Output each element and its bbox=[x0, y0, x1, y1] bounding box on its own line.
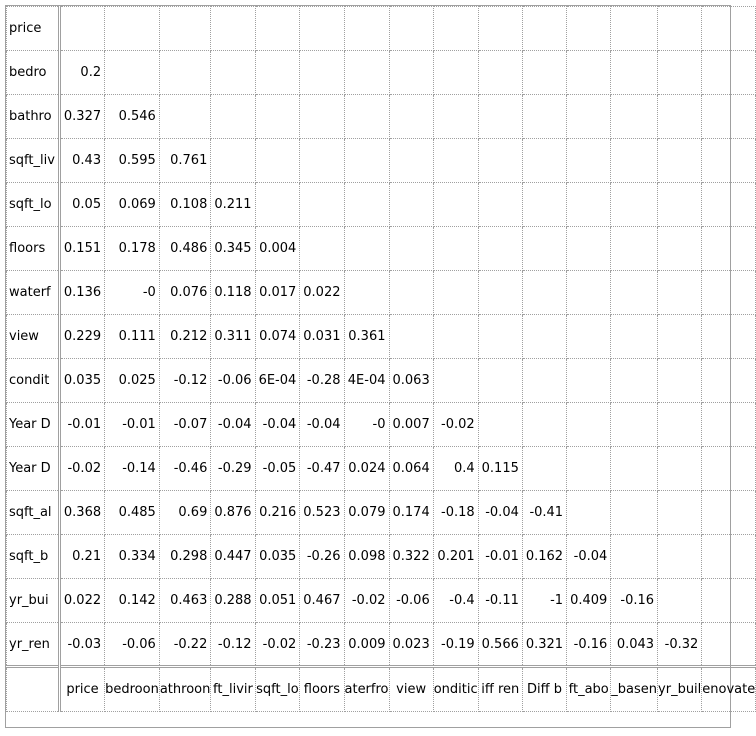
matrix-cell[interactable]: 0.216 bbox=[255, 491, 300, 535]
matrix-cell[interactable] bbox=[702, 51, 756, 95]
matrix-cell[interactable]: -0.12 bbox=[211, 623, 255, 667]
row-label[interactable]: sqft_al bbox=[7, 491, 60, 535]
matrix-cell[interactable]: -0.03 bbox=[59, 623, 104, 667]
matrix-cell[interactable]: 0.463 bbox=[159, 579, 211, 623]
matrix-cell[interactable]: 0.115 bbox=[478, 447, 522, 491]
matrix-cell[interactable] bbox=[159, 7, 211, 51]
matrix-cell[interactable] bbox=[567, 227, 611, 271]
matrix-cell[interactable] bbox=[478, 359, 522, 403]
matrix-cell[interactable]: -0.06 bbox=[389, 579, 433, 623]
matrix-cell[interactable]: -0.11 bbox=[478, 579, 522, 623]
matrix-cell[interactable] bbox=[344, 227, 389, 271]
matrix-cell[interactable]: 0.136 bbox=[59, 271, 104, 315]
matrix-cell[interactable]: 0.321 bbox=[522, 623, 566, 667]
table-row bbox=[7, 227, 756, 271]
matrix-cell[interactable] bbox=[300, 51, 344, 95]
matrix-cell[interactable] bbox=[611, 95, 658, 139]
matrix-cell[interactable] bbox=[567, 271, 611, 315]
matrix-cell[interactable] bbox=[658, 579, 702, 623]
corner-cell bbox=[7, 667, 60, 712]
matrix-cell[interactable]: 0.566 bbox=[478, 623, 522, 667]
matrix-cell[interactable]: 0.025 bbox=[105, 359, 160, 403]
column-label[interactable]: onditic bbox=[433, 667, 478, 712]
matrix-cell[interactable]: 0.311 bbox=[211, 315, 255, 359]
matrix-cell[interactable]: -0.02 bbox=[344, 579, 389, 623]
matrix-cell[interactable]: 0.322 bbox=[389, 535, 433, 579]
table-row bbox=[7, 51, 756, 95]
matrix-cell[interactable] bbox=[522, 95, 566, 139]
matrix-cell[interactable] bbox=[702, 623, 756, 667]
matrix-cell[interactable] bbox=[255, 7, 300, 51]
column-label[interactable]: price bbox=[59, 667, 104, 712]
row-label[interactable]: Year D bbox=[7, 403, 60, 447]
matrix-cell[interactable] bbox=[433, 51, 478, 95]
matrix-cell[interactable]: 0.063 bbox=[389, 359, 433, 403]
column-label[interactable]: Diff b bbox=[522, 667, 566, 712]
matrix-cell[interactable] bbox=[702, 491, 756, 535]
matrix-cell[interactable]: 0.229 bbox=[59, 315, 104, 359]
matrix-cell[interactable] bbox=[567, 7, 611, 51]
matrix-cell[interactable] bbox=[658, 271, 702, 315]
column-label[interactable]: bedroon bbox=[105, 667, 160, 712]
table-row bbox=[7, 359, 756, 403]
matrix-cell[interactable]: 0.2 bbox=[59, 51, 104, 95]
row-label[interactable]: Year D bbox=[7, 447, 60, 491]
matrix-cell[interactable] bbox=[433, 183, 478, 227]
matrix-cell[interactable] bbox=[389, 315, 433, 359]
matrix-cell[interactable] bbox=[658, 7, 702, 51]
row-label[interactable]: sqft_lo bbox=[7, 183, 60, 227]
matrix-cell[interactable] bbox=[300, 227, 344, 271]
matrix-cell[interactable]: -0.04 bbox=[255, 403, 300, 447]
matrix-cell[interactable]: -0.01 bbox=[478, 535, 522, 579]
matrix-cell[interactable] bbox=[300, 95, 344, 139]
matrix-cell[interactable]: 0.523 bbox=[300, 491, 344, 535]
matrix-cell[interactable] bbox=[611, 7, 658, 51]
matrix-cell[interactable]: 0.118 bbox=[211, 271, 255, 315]
matrix-cell[interactable]: -0.46 bbox=[159, 447, 211, 491]
matrix-cell[interactable]: 0.023 bbox=[389, 623, 433, 667]
matrix-cell[interactable] bbox=[478, 227, 522, 271]
matrix-cell[interactable] bbox=[389, 95, 433, 139]
matrix-cell[interactable]: 0.142 bbox=[105, 579, 160, 623]
matrix-cell[interactable]: -0.04 bbox=[567, 535, 611, 579]
matrix-cell[interactable] bbox=[211, 51, 255, 95]
matrix-cell[interactable] bbox=[702, 403, 756, 447]
matrix-cell[interactable]: -1 bbox=[522, 579, 566, 623]
matrix-cell[interactable]: -0.04 bbox=[300, 403, 344, 447]
column-label[interactable]: iff ren bbox=[478, 667, 522, 712]
matrix-cell[interactable]: 6E-04 bbox=[255, 359, 300, 403]
matrix-cell[interactable]: 0.201 bbox=[433, 535, 478, 579]
matrix-cell[interactable] bbox=[658, 183, 702, 227]
matrix-cell[interactable] bbox=[433, 271, 478, 315]
matrix-cell[interactable] bbox=[658, 359, 702, 403]
matrix-cell[interactable]: 0.035 bbox=[59, 359, 104, 403]
matrix-cell[interactable] bbox=[702, 315, 756, 359]
matrix-cell[interactable] bbox=[522, 271, 566, 315]
matrix-cell[interactable] bbox=[522, 447, 566, 491]
table-row bbox=[7, 183, 756, 227]
matrix-cell[interactable] bbox=[478, 271, 522, 315]
matrix-cell[interactable]: 0.043 bbox=[611, 623, 658, 667]
matrix-cell[interactable]: 0.079 bbox=[344, 491, 389, 535]
matrix-cell[interactable] bbox=[611, 315, 658, 359]
row-label[interactable]: price bbox=[7, 7, 60, 51]
matrix-cell[interactable]: 0.162 bbox=[522, 535, 566, 579]
table-row bbox=[7, 139, 756, 183]
column-label[interactable]: _basen bbox=[611, 667, 658, 712]
matrix-cell[interactable]: -0.06 bbox=[211, 359, 255, 403]
matrix-cell[interactable] bbox=[478, 403, 522, 447]
matrix-cell[interactable] bbox=[658, 535, 702, 579]
matrix-cell[interactable] bbox=[611, 183, 658, 227]
column-label[interactable]: yr_buil bbox=[658, 667, 702, 712]
matrix-cell[interactable]: 0.108 bbox=[159, 183, 211, 227]
matrix-cell[interactable]: -0.01 bbox=[105, 403, 160, 447]
matrix-cell[interactable]: -0.04 bbox=[478, 491, 522, 535]
table-row bbox=[7, 623, 756, 667]
matrix-cell[interactable]: -0.18 bbox=[433, 491, 478, 535]
matrix-cell[interactable] bbox=[522, 51, 566, 95]
matrix-cell[interactable]: 0.009 bbox=[344, 623, 389, 667]
matrix-cell[interactable]: 0.007 bbox=[389, 403, 433, 447]
matrix-cell[interactable]: -0.26 bbox=[300, 535, 344, 579]
matrix-cell[interactable]: 0.486 bbox=[159, 227, 211, 271]
matrix-cell[interactable] bbox=[567, 491, 611, 535]
matrix-cell[interactable] bbox=[702, 579, 756, 623]
matrix-cell[interactable] bbox=[105, 7, 160, 51]
matrix-cell[interactable]: -0.06 bbox=[105, 623, 160, 667]
matrix-cell[interactable] bbox=[702, 447, 756, 491]
row-label[interactable]: yr_bui bbox=[7, 579, 60, 623]
matrix-cell[interactable] bbox=[611, 227, 658, 271]
row-label[interactable]: floors bbox=[7, 227, 60, 271]
matrix-cell[interactable]: 0.031 bbox=[300, 315, 344, 359]
column-label[interactable]: aterfro bbox=[344, 667, 389, 712]
matrix-cell[interactable] bbox=[389, 51, 433, 95]
matrix-cell[interactable] bbox=[344, 139, 389, 183]
matrix-cell[interactable]: -0.47 bbox=[300, 447, 344, 491]
matrix-cell[interactable]: -0.07 bbox=[159, 403, 211, 447]
matrix-cell[interactable]: -0.29 bbox=[211, 447, 255, 491]
matrix-cell[interactable]: 0.467 bbox=[300, 579, 344, 623]
matrix-cell[interactable] bbox=[658, 227, 702, 271]
matrix-cell[interactable]: 0.368 bbox=[59, 491, 104, 535]
matrix-cell[interactable] bbox=[211, 139, 255, 183]
matrix-cell[interactable]: 0.178 bbox=[105, 227, 160, 271]
matrix-cell[interactable]: -0.23 bbox=[300, 623, 344, 667]
matrix-cell[interactable] bbox=[478, 139, 522, 183]
matrix-cell[interactable]: 0.098 bbox=[344, 535, 389, 579]
matrix-cell[interactable]: 0.876 bbox=[211, 491, 255, 535]
matrix-cell[interactable]: -0.04 bbox=[211, 403, 255, 447]
column-label[interactable]: sqft_lo bbox=[255, 667, 300, 712]
matrix-cell[interactable]: 0.111 bbox=[105, 315, 160, 359]
matrix-cell[interactable]: -0.14 bbox=[105, 447, 160, 491]
matrix-cell[interactable]: -0.02 bbox=[59, 447, 104, 491]
matrix-cell[interactable]: 0.345 bbox=[211, 227, 255, 271]
row-label[interactable]: condit bbox=[7, 359, 60, 403]
matrix-cell[interactable] bbox=[344, 51, 389, 95]
matrix-cell[interactable]: 0.485 bbox=[105, 491, 160, 535]
matrix-cell[interactable] bbox=[522, 403, 566, 447]
row-label[interactable]: yr_ren bbox=[7, 623, 60, 667]
matrix-cell[interactable] bbox=[567, 359, 611, 403]
matrix-cell[interactable] bbox=[255, 183, 300, 227]
matrix-cell[interactable]: 0.546 bbox=[105, 95, 160, 139]
matrix-cell[interactable]: -0.19 bbox=[433, 623, 478, 667]
matrix-cell[interactable] bbox=[389, 271, 433, 315]
matrix-cell[interactable]: 0.21 bbox=[59, 535, 104, 579]
row-label[interactable]: waterf bbox=[7, 271, 60, 315]
matrix-cell[interactable]: -0 bbox=[344, 403, 389, 447]
matrix-cell[interactable] bbox=[105, 51, 160, 95]
matrix-cell[interactable]: 0.409 bbox=[567, 579, 611, 623]
column-label[interactable]: athroon bbox=[159, 667, 211, 712]
matrix-cell[interactable]: -0.41 bbox=[522, 491, 566, 535]
matrix-cell[interactable]: 0.595 bbox=[105, 139, 160, 183]
matrix-cell[interactable]: 0.174 bbox=[389, 491, 433, 535]
matrix-cell[interactable] bbox=[611, 139, 658, 183]
matrix-cell[interactable] bbox=[567, 447, 611, 491]
row-label[interactable]: view bbox=[7, 315, 60, 359]
matrix-cell[interactable] bbox=[433, 227, 478, 271]
matrix-cell[interactable]: 0.076 bbox=[159, 271, 211, 315]
matrix-cell[interactable] bbox=[702, 7, 756, 51]
matrix-cell[interactable] bbox=[159, 95, 211, 139]
matrix-cell[interactable] bbox=[255, 95, 300, 139]
matrix-cell[interactable]: 0.361 bbox=[344, 315, 389, 359]
matrix-cell[interactable] bbox=[702, 183, 756, 227]
matrix-cell[interactable] bbox=[522, 227, 566, 271]
matrix-cell[interactable]: -0.12 bbox=[159, 359, 211, 403]
matrix-cell[interactable] bbox=[389, 139, 433, 183]
row-label[interactable]: sqft_liv bbox=[7, 139, 60, 183]
matrix-cell[interactable]: 0.327 bbox=[59, 95, 104, 139]
matrix-cell[interactable] bbox=[300, 7, 344, 51]
matrix-cell[interactable] bbox=[702, 271, 756, 315]
correlation-matrix-frame bbox=[5, 5, 756, 728]
matrix-cell[interactable]: -0.4 bbox=[433, 579, 478, 623]
matrix-cell[interactable] bbox=[611, 51, 658, 95]
matrix-cell[interactable]: 0.074 bbox=[255, 315, 300, 359]
matrix-cell[interactable] bbox=[478, 7, 522, 51]
matrix-cell[interactable] bbox=[522, 359, 566, 403]
matrix-cell[interactable] bbox=[478, 315, 522, 359]
matrix-cell[interactable] bbox=[702, 227, 756, 271]
matrix-cell[interactable] bbox=[611, 359, 658, 403]
matrix-cell[interactable] bbox=[59, 7, 104, 51]
matrix-cell[interactable]: -0 bbox=[105, 271, 160, 315]
matrix-cell[interactable] bbox=[611, 535, 658, 579]
matrix-cell[interactable] bbox=[658, 95, 702, 139]
matrix-cell[interactable]: -0.32 bbox=[658, 623, 702, 667]
matrix-cell[interactable] bbox=[389, 7, 433, 51]
matrix-cell[interactable] bbox=[522, 315, 566, 359]
matrix-cell[interactable] bbox=[702, 139, 756, 183]
matrix-cell[interactable] bbox=[433, 359, 478, 403]
matrix-cell[interactable] bbox=[658, 139, 702, 183]
matrix-cell[interactable]: 0.212 bbox=[159, 315, 211, 359]
matrix-cell[interactable]: -0.05 bbox=[255, 447, 300, 491]
row-label[interactable]: sqft_b bbox=[7, 535, 60, 579]
matrix-cell[interactable]: -0.02 bbox=[433, 403, 478, 447]
column-label[interactable]: ft_livir bbox=[211, 667, 255, 712]
matrix-cell[interactable]: 0.064 bbox=[389, 447, 433, 491]
matrix-cell[interactable]: -0.28 bbox=[300, 359, 344, 403]
matrix-cell[interactable] bbox=[389, 227, 433, 271]
matrix-cell[interactable] bbox=[255, 51, 300, 95]
table-row bbox=[7, 7, 756, 51]
column-label[interactable]: ft_abo bbox=[567, 667, 611, 712]
matrix-cell[interactable]: 0.022 bbox=[300, 271, 344, 315]
matrix-cell[interactable]: 0.69 bbox=[159, 491, 211, 535]
matrix-cell[interactable] bbox=[344, 183, 389, 227]
column-header-row bbox=[7, 667, 756, 712]
matrix-cell[interactable] bbox=[300, 139, 344, 183]
matrix-cell[interactable] bbox=[522, 7, 566, 51]
matrix-cell[interactable] bbox=[658, 491, 702, 535]
matrix-cell[interactable] bbox=[702, 535, 756, 579]
matrix-cell[interactable] bbox=[658, 51, 702, 95]
row-label[interactable]: bedro bbox=[7, 51, 60, 95]
matrix-cell[interactable] bbox=[478, 95, 522, 139]
matrix-cell[interactable] bbox=[567, 315, 611, 359]
matrix-cell[interactable] bbox=[611, 447, 658, 491]
matrix-cell[interactable] bbox=[702, 95, 756, 139]
matrix-cell[interactable] bbox=[522, 183, 566, 227]
matrix-cell[interactable]: 0.035 bbox=[255, 535, 300, 579]
row-label[interactable]: bathro bbox=[7, 95, 60, 139]
matrix-cell[interactable]: -0.02 bbox=[255, 623, 300, 667]
matrix-cell[interactable]: 0.004 bbox=[255, 227, 300, 271]
matrix-cell[interactable] bbox=[211, 7, 255, 51]
matrix-cell[interactable] bbox=[478, 51, 522, 95]
matrix-cell[interactable]: -0.16 bbox=[611, 579, 658, 623]
matrix-cell[interactable] bbox=[611, 271, 658, 315]
matrix-cell[interactable]: 0.05 bbox=[59, 183, 104, 227]
matrix-cell[interactable]: 0.069 bbox=[105, 183, 160, 227]
matrix-cell[interactable] bbox=[211, 95, 255, 139]
matrix-cell[interactable] bbox=[658, 447, 702, 491]
matrix-cell[interactable] bbox=[658, 403, 702, 447]
matrix-cell[interactable]: 0.211 bbox=[211, 183, 255, 227]
matrix-cell[interactable] bbox=[344, 271, 389, 315]
table-row bbox=[7, 95, 756, 139]
matrix-cell[interactable] bbox=[344, 95, 389, 139]
matrix-cell[interactable]: 0.022 bbox=[59, 579, 104, 623]
matrix-cell[interactable] bbox=[567, 183, 611, 227]
matrix-cell[interactable] bbox=[567, 51, 611, 95]
matrix-cell[interactable] bbox=[433, 7, 478, 51]
matrix-cell[interactable] bbox=[433, 95, 478, 139]
column-label[interactable]: enovate bbox=[702, 667, 756, 712]
matrix-cell[interactable]: 0.151 bbox=[59, 227, 104, 271]
matrix-cell[interactable]: 0.298 bbox=[159, 535, 211, 579]
matrix-cell[interactable]: 0.4 bbox=[433, 447, 478, 491]
matrix-cell[interactable] bbox=[567, 403, 611, 447]
matrix-cell[interactable] bbox=[567, 139, 611, 183]
matrix-cell[interactable]: 0.024 bbox=[344, 447, 389, 491]
column-label[interactable]: view bbox=[389, 667, 433, 712]
table-row bbox=[7, 447, 756, 491]
correlation-matrix bbox=[6, 6, 756, 712]
matrix-cell[interactable]: 0.447 bbox=[211, 535, 255, 579]
matrix-cell[interactable] bbox=[300, 183, 344, 227]
matrix-cell[interactable]: -0.01 bbox=[59, 403, 104, 447]
matrix-cell[interactable] bbox=[611, 491, 658, 535]
matrix-cell[interactable] bbox=[159, 51, 211, 95]
matrix-cell[interactable]: 0.43 bbox=[59, 139, 104, 183]
matrix-cell[interactable] bbox=[433, 315, 478, 359]
matrix-cell[interactable] bbox=[611, 403, 658, 447]
table-row bbox=[7, 403, 756, 447]
matrix-cell[interactable]: -0.22 bbox=[159, 623, 211, 667]
matrix-cell[interactable]: 0.017 bbox=[255, 271, 300, 315]
matrix-cell[interactable]: 0.051 bbox=[255, 579, 300, 623]
matrix-cell[interactable]: 0.761 bbox=[159, 139, 211, 183]
matrix-cell[interactable] bbox=[433, 139, 478, 183]
matrix-cell[interactable] bbox=[702, 359, 756, 403]
matrix-cell[interactable]: 4E-04 bbox=[344, 359, 389, 403]
matrix-cell[interactable]: 0.334 bbox=[105, 535, 160, 579]
table-row bbox=[7, 315, 756, 359]
matrix-cell[interactable] bbox=[478, 183, 522, 227]
table-row bbox=[7, 579, 756, 623]
matrix-cell[interactable] bbox=[658, 315, 702, 359]
matrix-cell[interactable]: 0.288 bbox=[211, 579, 255, 623]
matrix-cell[interactable] bbox=[255, 139, 300, 183]
matrix-cell[interactable] bbox=[389, 183, 433, 227]
matrix-cell[interactable]: -0.16 bbox=[567, 623, 611, 667]
matrix-cell[interactable] bbox=[522, 139, 566, 183]
table-row bbox=[7, 491, 756, 535]
table-row bbox=[7, 535, 756, 579]
matrix-cell[interactable] bbox=[567, 95, 611, 139]
column-label[interactable]: floors bbox=[300, 667, 344, 712]
table-row bbox=[7, 271, 756, 315]
matrix-cell[interactable] bbox=[344, 7, 389, 51]
